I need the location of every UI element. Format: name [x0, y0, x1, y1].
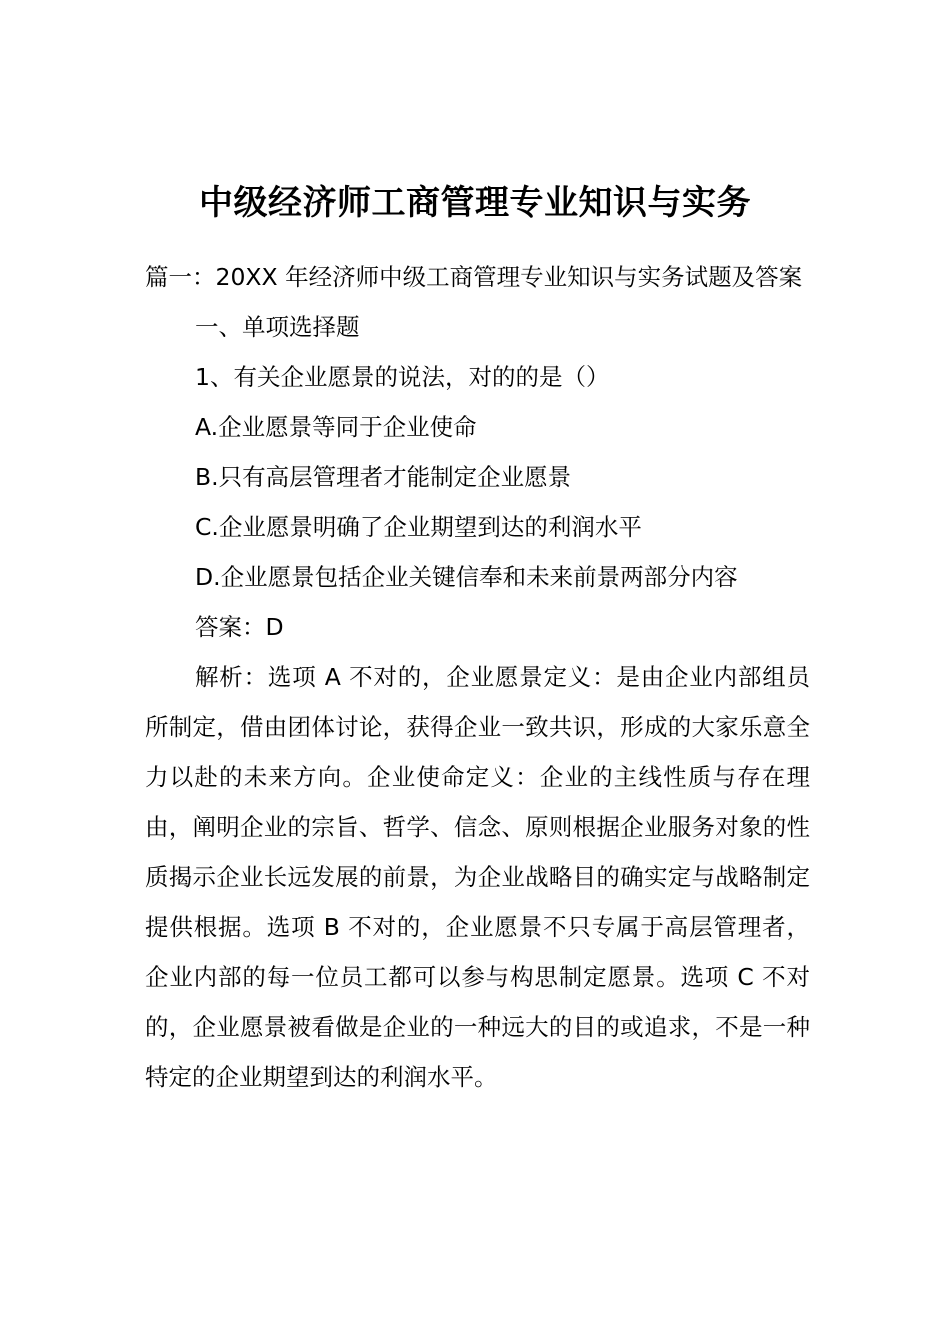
option-a: A.企业愿景等同于企业使命: [195, 413, 477, 441]
section-heading: 篇一：20XX 年经济师中级工商管理专业知识与实务试题及答案: [145, 263, 803, 291]
part-heading: 一、单项选择题: [195, 313, 360, 341]
document-body: [145, 252, 810, 1102]
option-c: C.企业愿景明确了企业期望到达的利润水平: [195, 513, 642, 541]
question-text: 1、有关企业愿景的说法，对的的是（）: [195, 363, 610, 391]
option-d: D.企业愿景包括企业关键信奉和未来前景两部分内容: [195, 563, 738, 591]
option-b: B.只有高层管理者才能制定企业愿景: [195, 463, 572, 491]
answer-text: 答案：D: [195, 613, 284, 641]
explanation-text: 解析：选项 A 不对的，企业愿景定义：是由企业内部组员所制定，借由团体讨论，获得企业一致共识，形成的大家乐意全力以赴的未来方向。企业使命定义：企业的主线性质与存在理由，阐明企业的宗旨、哲学、信念、原则根据企业服务对象的性质揭示企业长远发展的前景，为企业战略目的确实定与战略制定提供根据。选项 B 不对的，企业愿景不只专属于高层管理者，企业内部的每一位员工都可以参与构思制定愿景。选项 C 不对的，企业愿景被看做是企业的一种远大的目的或追求，不是一种特定的企业期望到达的利润水平。: [145, 663, 810, 1091]
document-title: 中级经济师工商管理专业知识与实务: [199, 183, 751, 223]
